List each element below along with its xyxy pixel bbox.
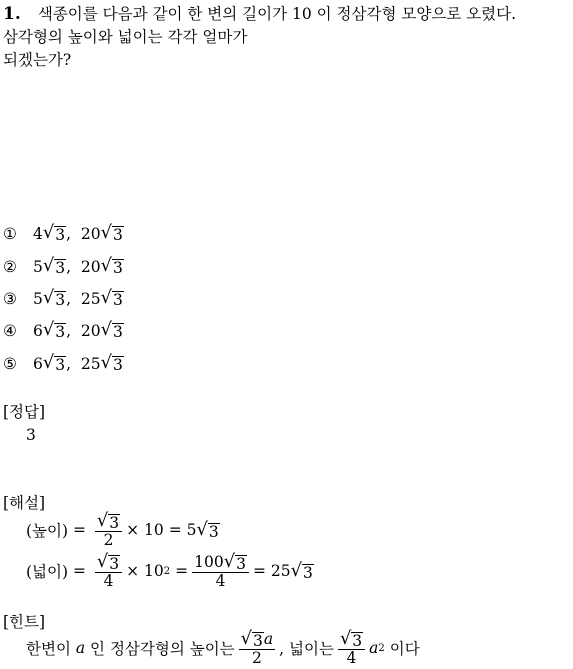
choice-mark: ⑤	[3, 354, 17, 373]
choice-2[interactable]	[3, 257, 124, 276]
choice-5[interactable]	[3, 354, 124, 373]
hint-text: 한변이 a 인 정삼각형의 높이는 √ 3 a 2 , 넓이는 √ 3 4 a 2 이다	[26, 628, 420, 668]
choice-mark: ②	[3, 257, 17, 276]
explanation-area-formula: (넓이) = √ 3 4 × 10 2 = 100 √ 3 4 = 25 √ 3	[26, 551, 313, 591]
explanation-label: [해설]	[3, 494, 46, 512]
question-line-1	[3, 2, 516, 24]
choice-value: 5 √ 3 , 20 √ 3	[33, 255, 123, 277]
choice-1[interactable]	[3, 224, 124, 243]
choice-value: 6 √ 3 , 25 √ 3	[33, 352, 123, 374]
choice-value: 6 √ 3 , 20 √ 3	[33, 319, 123, 341]
question-text-1: 색종이를 다음과 같이 한 변의 길이가 10 이 정삼각형 모양으로 오렸다.	[37, 5, 517, 23]
choice-mark: ④	[3, 321, 17, 340]
choice-value: 5 √ 3 , 25 √ 3	[33, 287, 123, 309]
choice-3[interactable]	[3, 289, 124, 308]
answer-value: 3	[26, 426, 36, 444]
hint-label: [힌트]	[3, 613, 46, 631]
choice-mark: ①	[3, 224, 17, 243]
question-text-3: 되겠는가?	[3, 51, 72, 69]
question-text-2: 삼각형의 높이와 넓이는 각각 얼마가	[3, 28, 248, 46]
explanation-height-formula: (높이) = √ 3 2 × 10 = 5 √ 3	[26, 510, 219, 550]
choice-4[interactable]	[3, 321, 124, 340]
question-number: 1.	[3, 4, 21, 24]
choice-mark: ③	[3, 289, 17, 308]
choice-value: 4 √ 3 , 20 √ 3	[33, 222, 123, 244]
answer-label: [정답]	[3, 403, 46, 421]
